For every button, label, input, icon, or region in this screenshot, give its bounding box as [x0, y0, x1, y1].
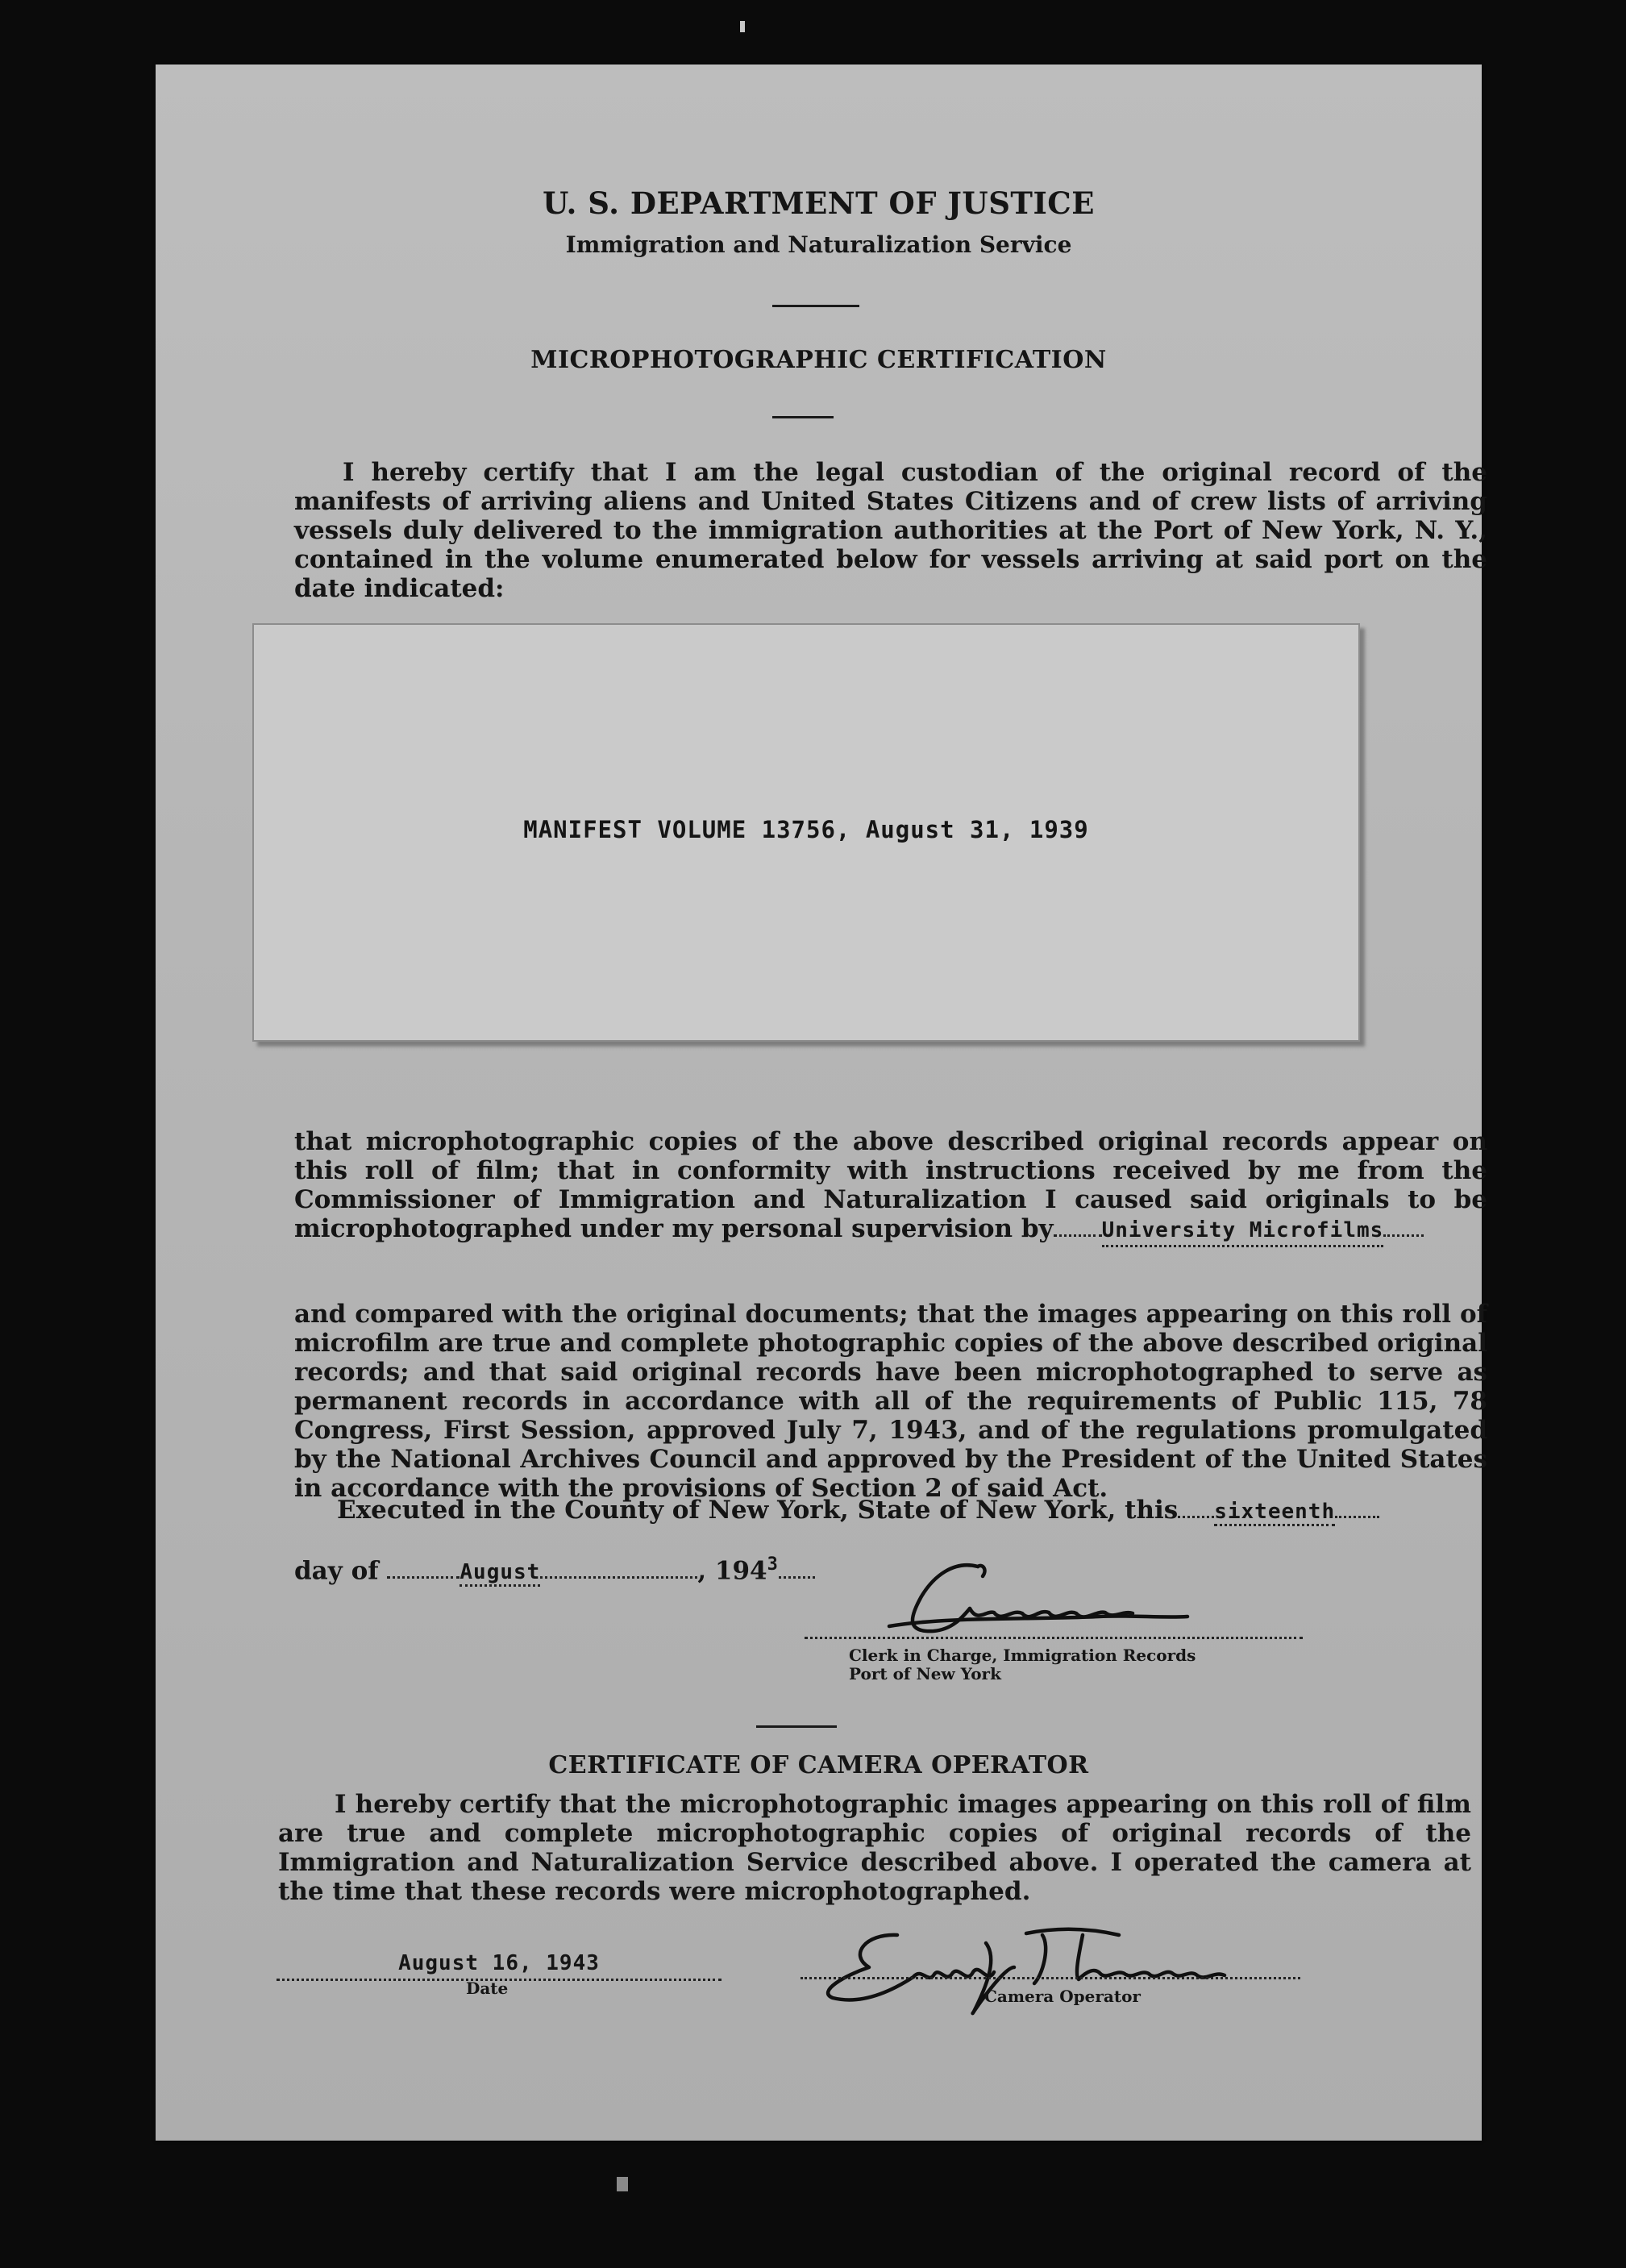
clerk-signature [857, 1552, 1276, 1641]
department-heading: U. S. DEPARTMENT OF JUSTICE [543, 185, 1095, 221]
clerk-title: Clerk in Charge, Immigration Records [849, 1646, 1196, 1665]
manifest-volume: MANIFEST VOLUME 13756, August 31, 1939 [523, 816, 1089, 843]
year-prefix: , 194 [697, 1556, 767, 1586]
execution-day: sixteenth [1214, 1500, 1335, 1526]
camera-certificate-title: CERTIFICATE OF CAMERA OPERATOR [548, 1751, 1089, 1779]
film-speck [740, 21, 745, 32]
certification-text-2: and compared with the original documents; that the images appearing on this roll of microfilm are true and complete photographic copies of the above described original records; and that said original records have been microphotographed to serve as permanent records in accordance with all of the requirements of Public 115, 78 Congress, First Session, approved July 7, 1943, and of the regulations promulgated by the National Archives Council and approved by the President of the United States in accordance with the provisions of Section 2 of said Act. [294, 1300, 1487, 1503]
clerk-caption [849, 1646, 1196, 1683]
clerk-signature-line [805, 1637, 1303, 1639]
photographer-name: University Microfilms [1102, 1216, 1384, 1247]
year-suffix: 3 [767, 1554, 779, 1575]
date-label: Date [466, 1979, 509, 1998]
fill-dots [540, 1576, 697, 1579]
certification-text-1 [294, 1127, 1487, 1247]
custodian-statement: I hereby certify that I am the legal custodian of the original record of the manifests of arriving aliens and United States Citizens and of crew lists of arriving vessels duly delivered to the immigration authorities at the Port of New York, N. Y., contained in the volume enumerated below for vessels arriving at said port on the date indicated: [294, 458, 1487, 603]
fill-dots [1383, 1234, 1424, 1237]
camera-certificate-text: I hereby certify that the microphotographic images appearing on this roll of film are true and complete microphotographic copies of original records of the Immigration and Naturalization Service described above. I operated the camera at the time that these records were microphotographed. [278, 1790, 1471, 1906]
divider [772, 305, 859, 307]
divider [772, 416, 834, 418]
operator-label: Camera Operator [984, 1987, 1141, 2006]
film-speck [617, 2177, 628, 2191]
divider [756, 1725, 837, 1728]
fill-dots [1335, 1516, 1379, 1518]
certificate-date: August 16, 1943 [277, 1951, 722, 1981]
certificate-page [156, 65, 1487, 2141]
day-of-line [294, 1554, 815, 1587]
execution-line [337, 1496, 1379, 1526]
service-subheading: Immigration and Naturalization Service [565, 231, 1072, 258]
day-of-label: day of [294, 1556, 379, 1586]
fill-dots [779, 1576, 815, 1579]
fill-dots [1178, 1516, 1214, 1518]
certification-part-1: that microphotographic copies of the above described original records appear on this roll of film; that in conformity with instructions received by me from the Commissioner of Immigration and Naturalization I caused said originals to be microphotographed under my personal supervision by [294, 1127, 1487, 1243]
fill-dots [1054, 1234, 1102, 1237]
execution-prefix: Executed in the County of New York, State of New York, this [337, 1496, 1179, 1525]
document-title: MICROPHOTOGRAPHIC CERTIFICATION [530, 346, 1107, 374]
manifest-insert [252, 623, 1360, 1042]
fill-dots [387, 1576, 460, 1579]
execution-month: August [460, 1560, 540, 1587]
operator-signature-line [801, 1977, 1300, 1979]
operator-signature [801, 1911, 1284, 2024]
clerk-office: Port of New York [849, 1664, 1001, 1683]
